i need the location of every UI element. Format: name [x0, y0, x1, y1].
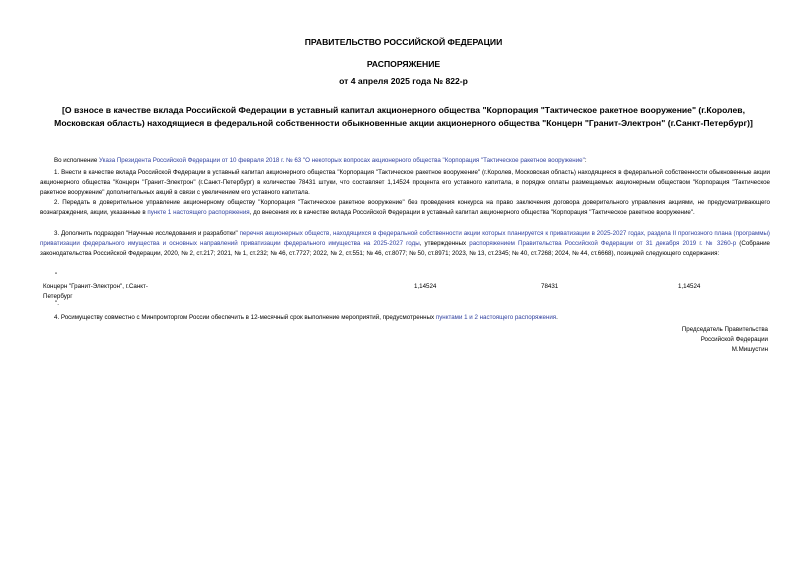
item-1-reference-link[interactable]: пункте 1 настоящего распоряжения — [147, 209, 250, 217]
item-1-text: 1. Внести в качестве вклада Российской Федерации в уставный капитал акционерного общества "Корпорация "Тактическое ракетное вооружение" (г.Королев, Московская область) находящиеся в федеральной собственности обыкновенные акции акционерного общества "Концерн "Гранит-Электрон" (г.Санкт-Петербург) в количестве 78431 штуки, что составляет 1,14524 процента его уставного капитала, в порядке оплаты размещаемых акционерным обществом "Корпорация "Тактическое ракетное вооружение" дополнительных акций в связи с увеличением его уставного капитала. — [40, 169, 770, 197]
items-1-2-reference-link[interactable]: пунктами 1 и 2 настоящего распоряжения — [435, 314, 557, 321]
document-title: [О взносе в качестве вклада Российской Федерации в уставный капитал акционерного общества "Корпорация "Тактическое ракетное вооружение" (г.Королев, Московская область) находящиеся в федеральной собственности обыкновенные акции акционерного общества "Концерн "Гранит-Электрон" (г.Санкт-Петербург)] — [54, 105, 753, 128]
item-4-paragraph — [40, 313, 770, 323]
signature-title-line2: Российской Федерации — [700, 336, 768, 343]
document-date-number: от 4 апреля 2025 года № 822-р — [339, 76, 468, 86]
item-2-text: 2. Передать в доверительное управление акционерному обществу "Корпорация "Тактическое ракетное вооружение" без проведения конкурса на право заключения договора доверительного управления акциями, не предусматривающего вознаграждения, акции, указанные в — [40, 199, 770, 217]
table-cell-share-percent: 1,14524 — [414, 283, 437, 290]
quote-close: ". — [55, 300, 59, 307]
item-4-text: 4. Росимуществу совместно с Минпромторгом России обеспечить в 12-месячный срок выполнение мероприятий, предусмотренных — [54, 314, 436, 321]
item-2-text-end: , до внесения их в качестве вклада Российской Федерации в уставный капитал акционерного общества "Корпорация "Тактическое ракетное вооружение". — [249, 209, 695, 217]
item-3-text-middle: , утвержденных — [419, 240, 470, 248]
table-cell-company: Концерн "Гранит-Электрон", г.Санкт-Петербург — [43, 283, 148, 300]
signature-title-line1: Председатель Правительства — [681, 326, 768, 333]
preamble-paragraph — [40, 156, 770, 166]
table-cell-transfer-percent: 1,14524 — [678, 283, 701, 290]
preamble-text: Во исполнение — [54, 157, 99, 164]
signature-block — [560, 325, 768, 355]
government-order-link[interactable]: распоряжением Правительства Российской Федерации от 31 декабря 2019 г. № 3260-р — [469, 240, 737, 248]
preamble-text-end: : — [584, 157, 587, 164]
item-3-text-end: (Собрание законодательства Российской Федерации, 2020, № 2, ст.217; 2021, № 1, ст.232; № 46, ст.7727; 2022, № 2, ст.551; № 46, ст.8077; № 50, ст.8971; 2023, № 13, ст.2345; № 40, ст.7268; 2024, № 44, ст.6668), позицией следующего содержания: — [40, 240, 770, 258]
item-3-paragraph — [40, 229, 770, 260]
privatization-list-link[interactable]: перечня акционерных обществ, находящихся в федеральной собственности акции которых планируется к приватизации в 2025-2027 годах, раздела II прогнозного плана (программы) приватизации федерального имущества и основных направлений приватизации федерального имущества на 2025-2027 годы — [40, 230, 770, 248]
quote-open: " — [55, 272, 58, 279]
item-2-paragraph — [40, 198, 770, 218]
table-cell-shares-count: 78431 — [541, 283, 559, 290]
item-1-paragraph — [40, 168, 770, 199]
document-type-heading: РАСПОРЯЖЕНИЕ — [366, 59, 441, 69]
item-4-text-end: . — [556, 314, 558, 321]
item-3-text: 3. Дополнить подраздел "Научные исследования и разработки" — [54, 230, 240, 237]
government-heading: ПРАВИТЕЛЬСТВО РОССИЙСКОЙ ФЕДЕРАЦИИ — [304, 37, 503, 47]
presidential-decree-link[interactable]: Указа Президента Российской Федерации от 10 февраля 2018 г. № 63 "О некоторых вопросах акционерного общества "Корпорация "Тактическое ракетное вооружение" — [99, 157, 585, 164]
signature-name: М.Мишустин — [731, 346, 768, 353]
